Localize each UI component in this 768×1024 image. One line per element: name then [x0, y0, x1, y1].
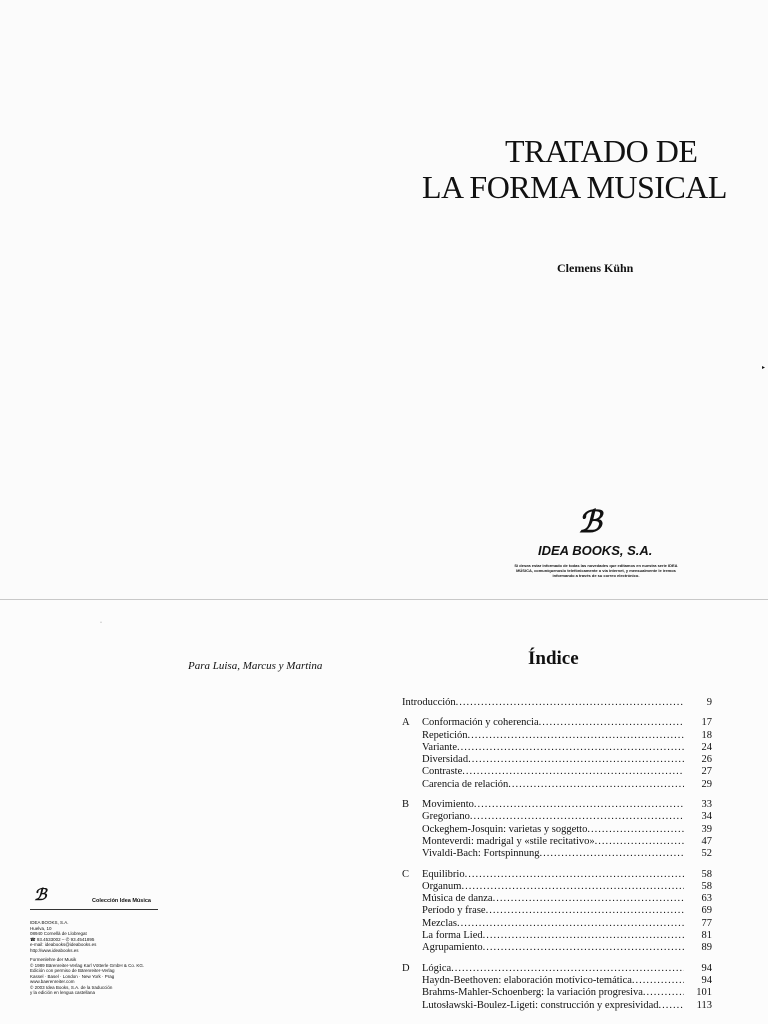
imprint-block [30, 920, 180, 996]
toc-section-letter [402, 836, 422, 848]
toc-entry-label: Organum [422, 880, 462, 892]
publisher-name: IDEA BOOKS, S.A. [538, 543, 653, 558]
toc-section-letter [402, 930, 422, 942]
toc-leader-dots [539, 717, 684, 729]
collection-rule [30, 909, 158, 910]
toc-page-number: 39 [701, 823, 712, 835]
toc-section-letter: D [402, 962, 410, 974]
toc-leader-dots [456, 697, 684, 709]
imprint-line: IDEA BOOKS, S.A. [30, 920, 69, 925]
scan-mark: ▸ [762, 365, 766, 371]
toc-leader-dots [486, 905, 684, 917]
toc-leader-dots [470, 811, 684, 823]
scan-mark: · [100, 620, 102, 626]
toc-entry-label: Vivaldi-Bach: Fortspinnung [422, 848, 540, 860]
toc-entry-label: Lógica [422, 962, 452, 974]
toc-section-letter: A [402, 717, 410, 729]
toc-section-letter [402, 1000, 422, 1012]
toc-entry-row[interactable] [402, 717, 712, 729]
toc-entry-row[interactable] [402, 918, 712, 930]
toc-entry-row[interactable] [402, 742, 712, 754]
toc-section-letter [402, 766, 422, 778]
toc-entry-row[interactable] [402, 942, 712, 954]
table-of-contents [402, 697, 712, 1012]
toc-entry-label: Gregoriano [422, 811, 470, 823]
toc-entry-row[interactable] [402, 869, 712, 881]
toc-page-number: 24 [701, 741, 712, 753]
toc-entry-row[interactable] [402, 836, 712, 848]
toc-entry-row[interactable] [402, 779, 712, 791]
toc-entry-label: Ockeghem-Josquin: varietas y soggetto [422, 823, 588, 835]
imprint-line: e-mail: ideabooks@ideabooks.es [30, 942, 97, 947]
toc-page-number: 52 [701, 848, 712, 860]
toc-leader-dots [474, 799, 684, 811]
book-title-line1: TRATADO DE [505, 133, 698, 169]
imprint-line: Huelva, 10 [30, 925, 52, 931]
toc-page-number: 27 [701, 766, 712, 778]
toc-section-letter [402, 893, 422, 905]
toc-page-number: 77 [701, 917, 712, 929]
imprint-line: ☎ 93.4533002 – ✆ 93.4541895 [30, 936, 95, 942]
toc-section-gap [402, 955, 712, 963]
toc-entry-label: Equilibrio [422, 868, 465, 880]
toc-page-number: 29 [701, 778, 712, 790]
toc-leader-dots [457, 918, 684, 930]
toc-entry-label: Diversidad [422, 754, 469, 766]
toc-entry-row[interactable] [402, 893, 712, 905]
toc-section-gap [402, 709, 712, 717]
index-heading: Índice [528, 648, 579, 669]
toc-leader-dots [595, 836, 684, 848]
toc-entry-label: Mezclas [422, 917, 457, 929]
toc-leader-dots [457, 742, 684, 754]
toc-section-letter: B [402, 799, 410, 811]
toc-page-number: 81 [701, 930, 712, 942]
imprint-line: www.baerenreiter.com [30, 979, 75, 984]
toc-leader-dots [493, 893, 684, 905]
toc-leader-dots [483, 942, 684, 954]
toc-section-gap [402, 861, 712, 869]
toc-section-letter [402, 779, 422, 791]
toc-section-gap [402, 791, 712, 799]
toc-page-number: 113 [696, 999, 712, 1011]
toc-section-letter [402, 754, 422, 766]
toc-leader-dots [468, 754, 684, 766]
toc-entry-row[interactable] [402, 799, 712, 811]
toc-page-number: 9 [706, 697, 712, 708]
toc-entry-row[interactable] [402, 1000, 712, 1012]
book-title-line2: LA FORMA MUSICAL [422, 169, 727, 205]
toc-page-number: 18 [701, 729, 712, 741]
toc-intro-row[interactable] [402, 697, 712, 709]
collection-name: Colección Idea Música [92, 898, 151, 904]
toc-entry-label: Introducción [402, 697, 456, 708]
toc-section-letter [402, 848, 422, 860]
collection-logo-icon: ℬ [34, 887, 47, 904]
toc-entry-row[interactable] [402, 766, 712, 778]
toc-page-number: 34 [701, 811, 712, 823]
toc-section-letter [402, 811, 422, 823]
toc-entry-label: Agrupamiento [422, 942, 483, 954]
toc-section-letter [402, 742, 422, 754]
toc-leader-dots [539, 848, 684, 860]
dedication: Para Luisa, Marcus y Martina [188, 660, 323, 672]
author-name: Clemens Kühn [557, 261, 634, 275]
toc-page-number: 47 [701, 835, 712, 847]
toc-entry-row[interactable] [402, 730, 712, 742]
toc-leader-dots [462, 766, 684, 778]
imprint-line: y la edición en lengua castellana [30, 990, 96, 995]
toc-section-letter [402, 824, 422, 836]
publisher-note: Si desea estar informado de todas las novedades que editamos en nuestra serie IDEA MÚSICA, comuníquenoslo telefónicamente o vía internet, y mensualmente le iremos informando a través de su correo electrónico. [514, 563, 678, 578]
toc-leader-dots [658, 1000, 684, 1012]
toc-entry-row[interactable] [402, 881, 712, 893]
toc-page-number: 101 [696, 987, 712, 999]
toc-entry-label: Carencia de relación [422, 778, 509, 790]
toc-page-number: 89 [701, 942, 712, 954]
imprint-line: © 1989 Bärenreiter-Verlag Karl Vötterle GmbH & Co. KG. [30, 962, 145, 968]
toc-leader-dots [461, 881, 684, 893]
toc-entry-label: Contraste [422, 766, 463, 778]
toc-entry-label: Música de danza [422, 893, 493, 905]
toc-entry-label: La forma Lied [422, 930, 483, 942]
toc-section-letter [402, 975, 422, 987]
toc-section-letter [402, 942, 422, 954]
imprint-line: Formenlehre der Musik [30, 957, 77, 962]
toc-leader-dots [465, 869, 684, 881]
toc-entry-label: Variante [422, 741, 457, 753]
toc-entry-label: Brahms-Mahler-Schoenberg: la variación progresiva [422, 987, 643, 999]
toc-page-number: 63 [701, 893, 712, 905]
imprint-line: © 2003 Idea Books, S.A. de la traducción [30, 984, 113, 990]
imprint-line: http://www.ideabooks.es [30, 947, 79, 953]
imprint-line: 08940 Cornellà de Llobregat [30, 931, 87, 936]
toc-leader-dots [587, 824, 684, 836]
imprint-line: Edición con permiso de Bärenreiter-Verlag [30, 968, 115, 973]
toc-entry-row[interactable] [402, 930, 712, 942]
toc-entry-label: Repetición [422, 729, 468, 741]
toc-entry-row[interactable] [402, 987, 712, 999]
publisher-logo-icon: ℬ [578, 506, 602, 539]
toc-page-number: 17 [701, 717, 712, 729]
toc-leader-dots [508, 779, 684, 791]
toc-entry-label: Período y frase [422, 905, 486, 917]
toc-leader-dots [483, 930, 684, 942]
toc-section-letter [402, 905, 422, 917]
toc-entry-label: Conformación y coherencia [422, 717, 539, 729]
toc-page-number: 58 [701, 880, 712, 892]
toc-section-letter [402, 987, 422, 999]
toc-section-letter [402, 730, 422, 742]
toc-entry-row[interactable] [402, 824, 712, 836]
toc-page-number: 33 [701, 799, 712, 811]
toc-section-letter [402, 881, 422, 893]
toc-entry-row[interactable] [402, 905, 712, 917]
toc-page-number: 69 [701, 905, 712, 917]
toc-section-letter: C [402, 868, 410, 880]
toc-page-number: 26 [701, 754, 712, 766]
toc-entry-label: Haydn-Beethoven: elaboración motívico-temática [422, 974, 632, 986]
toc-page-number: 58 [701, 868, 712, 880]
toc-entry-row[interactable] [402, 975, 712, 987]
toc-leader-dots [468, 730, 685, 742]
toc-leader-dots [632, 975, 684, 987]
toc-leader-dots [451, 963, 684, 975]
toc-page-number: 94 [701, 962, 712, 974]
toc-entry-label: Lutosławski-Boulez-Ligeti: construcción y expresividad [422, 999, 659, 1011]
toc-leader-dots [643, 987, 684, 999]
toc-entry-row[interactable] [402, 848, 712, 860]
toc-entry-row[interactable] [402, 754, 712, 766]
toc-entry-label: Movimiento [422, 799, 474, 811]
toc-entry-row[interactable] [402, 811, 712, 823]
toc-entry-label: Monteverdi: madrigal y «stile recitativo» [422, 835, 595, 847]
imprint-line: Kassel · Basel · London · New York · Prag [30, 973, 115, 979]
toc-entry-row[interactable] [402, 963, 712, 975]
toc-section-letter [402, 918, 422, 930]
toc-page-number: 94 [701, 974, 712, 986]
